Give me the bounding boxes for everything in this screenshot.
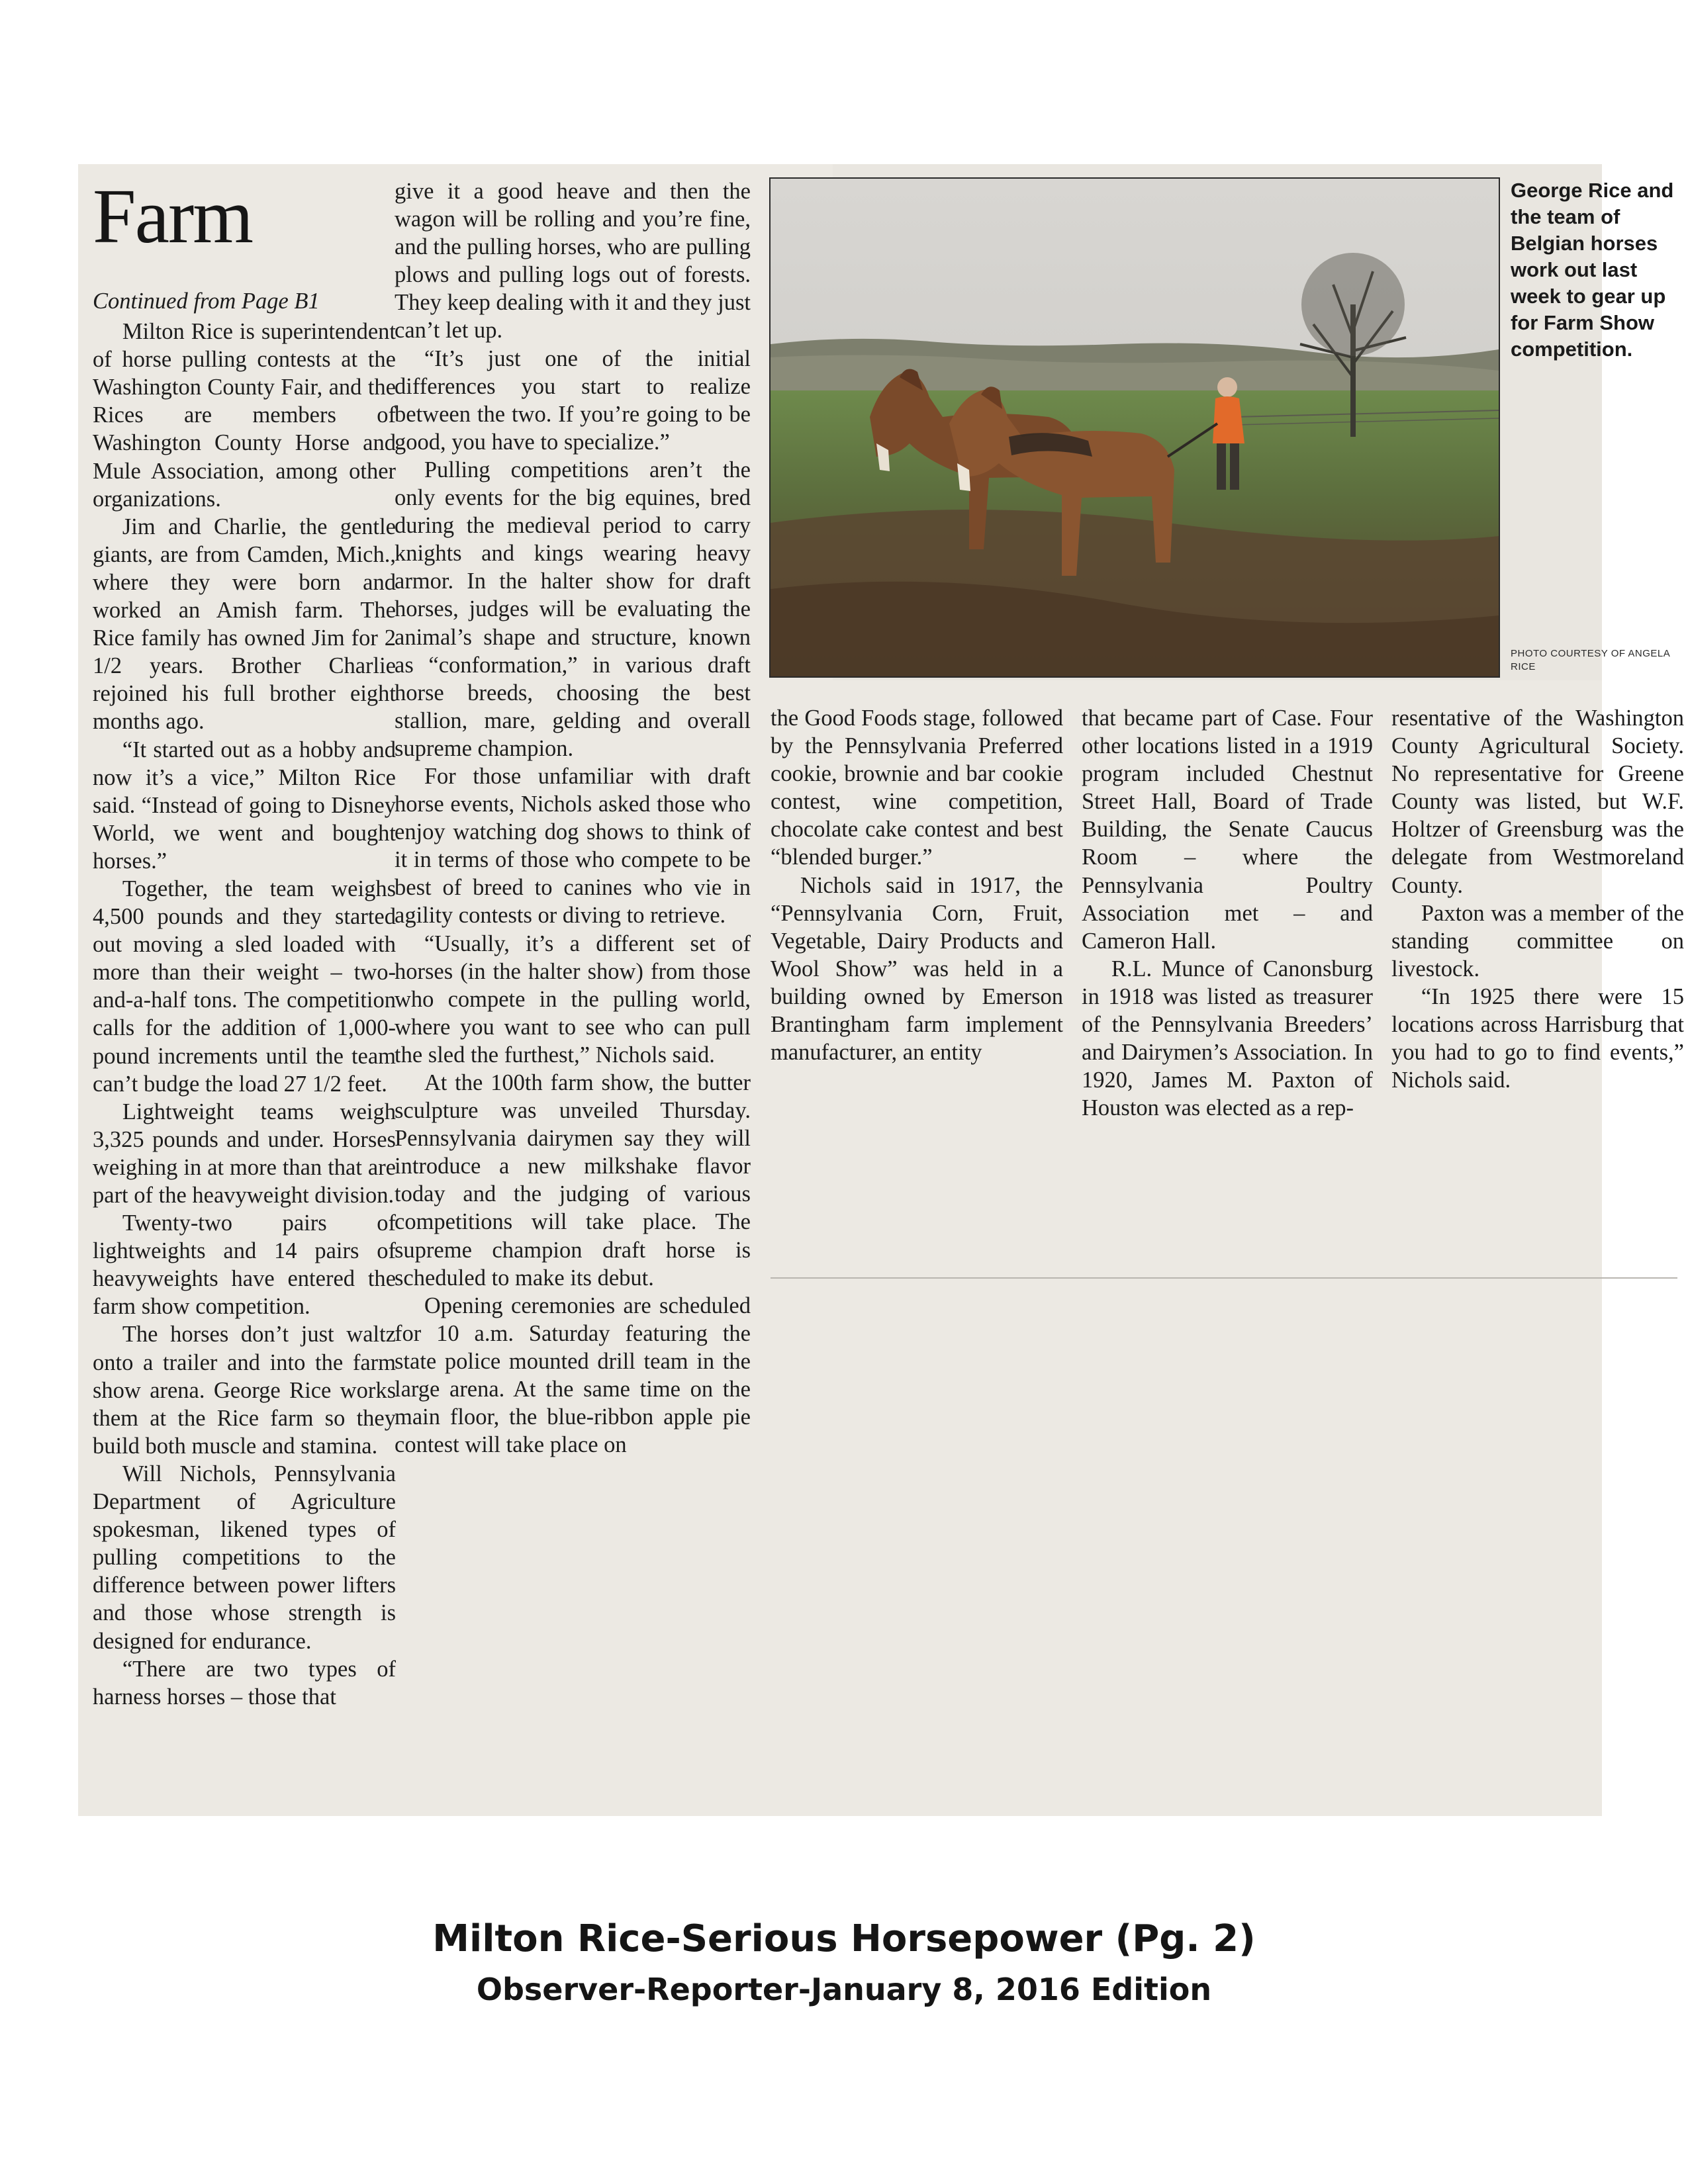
article-paragraph: For those unfamiliar with draft horse events, Nichols asked those who enjoy watching dog shows to think of it in terms of those who compete to be best of breed to canines who vie in agility contests or diving to retrieve.	[395, 763, 751, 929]
newspaper-clipping	[78, 164, 1684, 1816]
article-paragraph: Pulling competitions aren’t the only events for the big equines, bred during the medieval period to carry knights and kings wearing heavy armor. In the halter show for draft horses, judges will be evaluating the animal’s shape and structure, known as “conformation,” in various draft horse breeds, choosing the best stallion, mare, gelding and overall supreme champion.	[395, 457, 751, 761]
continued-from-label: Continued from Page B1	[93, 289, 320, 314]
article-column-3	[771, 704, 1063, 1273]
article-paragraph: The horses don’t just waltz onto a trailer and into the farm show arena. George Rice works them at the Rice farm so they build both muscle and stamina.	[93, 1322, 396, 1459]
article-paragraph: resentative of the Washington County Agricultural Society. No representative for Greene County was listed, but W.F. Holtzer of Greensburg was the delegate from Westmoreland County.	[1391, 705, 1684, 898]
article-paragraph: “There are two types of harness horses – those that	[93, 1656, 396, 1709]
article-column-5	[1391, 704, 1684, 1273]
article-column-2	[395, 177, 751, 1812]
horse-team-photo-image	[771, 179, 1499, 676]
article-paragraph: “Usually, it’s a different set of horses (in the halter show) from those who compete in the pulling world, where you want to see who can pull the sled the furthest,” Nichols said.	[395, 931, 751, 1068]
article-column-1	[93, 287, 396, 1809]
article-paragraph: “It’s just one of the initial differences you start to realize between the two. If you’re going to be good, you have to specialize.”	[395, 345, 751, 455]
article-paragraph: Will Nichols, Pennsylvania Department of Agriculture spokesman, likened types of pulling competitions to the difference between power lifters and those whose strength is designed for endurance.	[93, 1461, 396, 1654]
article-paragraph: Opening ceremonies are scheduled for 10 a.m. Saturday featuring the state police mounted drill team in the large arena. At the same time on the main floor, the blue-ribbon apple pie contest will take place on	[395, 1293, 751, 1458]
document-footer-edition: Observer-Reporter-January 8, 2016 Edition	[476, 1972, 1212, 2007]
article-paragraph: give it a good heave and then the wagon will be rolling and you’re fine, and the pulling horses, who are pulling plows and pulling logs out of forests. They keep dealing with it and they just can’t let up.	[395, 179, 751, 343]
article-paragraph: the Good Foods stage, followed by the Pennsylvania Preferred cookie, brownie and bar cookie contest, wine competition, chocolate cake contest and best “blended burger.”	[771, 705, 1063, 870]
column-bottom-rule	[771, 1277, 1677, 1279]
article-paragraph: Milton Rice is superintendent of horse pulling contests at the Washington County Fair, and the Rices are members of Washington County Horse and Mule Association, among other organizations.	[93, 319, 396, 512]
article-paragraph: R.L. Munce of Canonsburg in 1918 was listed as treasurer of the Pennsylvania Breeders’ and Dairymen’s Association. In 1920, James M. Paxton of Houston was elected as a rep-	[1082, 956, 1373, 1121]
document-footer-title: Milton Rice-Serious Horsepower (Pg. 2)	[432, 1917, 1256, 1960]
article-column-4	[1082, 704, 1373, 1273]
article-paragraph: “In 1925 there were 15 locations across Harrisburg that you had to go to find events,” Nichols said.	[1391, 983, 1684, 1093]
article-paragraph: Together, the team weighs 4,500 pounds and they started out moving a sled loaded with more than their weight – two-and-a-half tons. The competition calls for the addition of 1,000-pound increments until the team can’t budge the load 27 1/2 feet.	[93, 876, 396, 1097]
article-paragraph: Nichols said in 1917, the “Pennsylvania Corn, Fruit, Vegetable, Dairy Products and Wool Show” was held in a building owned by Emerson Brantingham farm implement manufacturer, an entity	[771, 872, 1063, 1066]
article-paragraph: Jim and Charlie, the gentle giants, are from Camden, Mich., where they were born and worked an Amish farm. The Rice family has owned Jim for 2 1/2 years. Brother Charlie rejoined his full brother eight months ago.	[93, 514, 396, 735]
article-paragraph: Lightweight teams weigh 3,325 pounds and under. Horses weighing in at more than that are part of the heavyweight division.	[93, 1099, 396, 1208]
article-paragraph: “It started out as a hobby and now it’s a vice,” Milton Rice said. “Instead of going to Disney World, we went and bought horses.”	[93, 737, 396, 874]
horse-team-photo	[769, 177, 1500, 678]
article-paragraph: Paxton was a member of the standing committee on livestock.	[1391, 900, 1684, 981]
photo-credit: PHOTO COURTESY OF ANGELA RICE	[1511, 648, 1670, 672]
article-paragraph: At the 100th farm show, the butter sculpture was unveiled Thursday. Pennsylvania dairymen say they will introduce a new milkshake flavor today and the judging of various competitions will take place. The supreme champion draft horse is scheduled to make its debut.	[395, 1070, 751, 1291]
article-headline: Farm	[93, 173, 253, 259]
article-paragraph: Twenty-two pairs of lightweights and 14 pairs of heavyweights have entered the farm show competition.	[93, 1210, 396, 1320]
photo-caption: George Rice and the team of Belgian horses work out last week to gear up for Farm Show competition.	[1511, 179, 1674, 361]
article-paragraph: that became part of Case. Four other locations listed in a 1919 program included Chestnut Street Hall, Board of Trade Building, the Senate Caucus Room – where the Pennsylvania Poultry Association met – and Cameron Hall.	[1082, 705, 1373, 954]
